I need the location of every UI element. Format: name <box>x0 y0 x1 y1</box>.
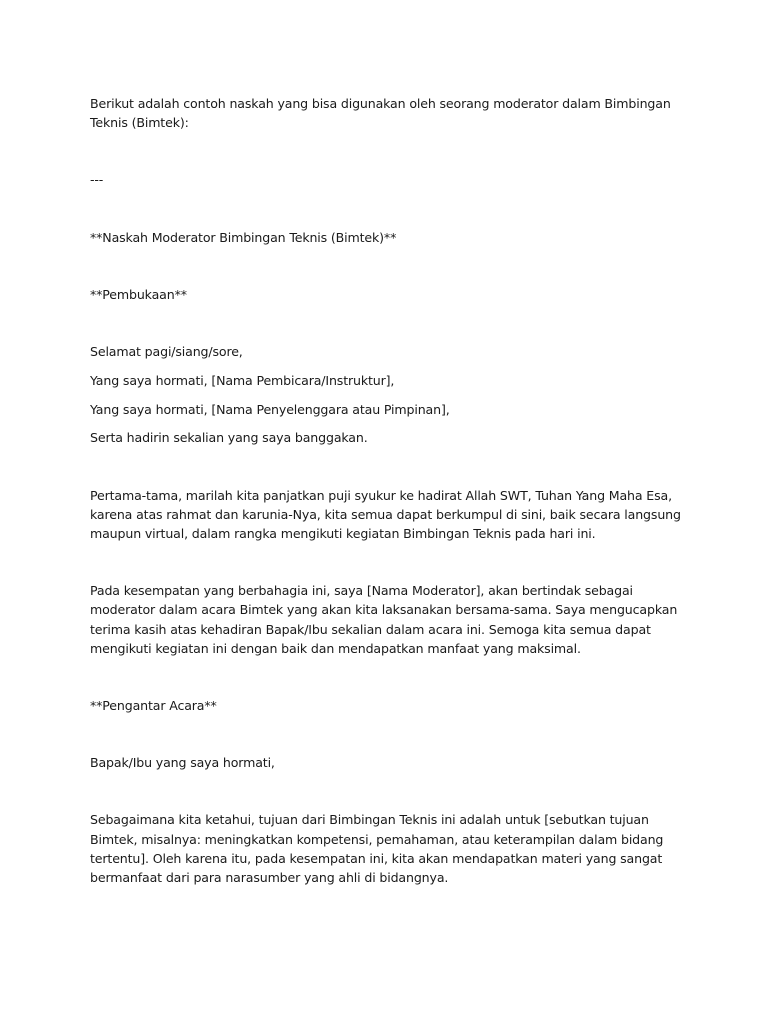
greeting-line-1: Selamat pagi/siang/sore, <box>90 344 243 360</box>
document-page <box>90 94 690 887</box>
section-heading-intro: **Pengantar Acara** <box>90 698 217 714</box>
separator: --- <box>90 172 104 188</box>
paragraph-moderator-intro: Pada kesempatan yang berbahagia ini, saya [Nama Moderator], akan bertindak sebagai moderator dalam acara Bimtek yang akan kita laksanakan bersama-sama. Saya mengucapkan terima kasih atas kehadiran Bapak/Ibu sekalian dalam acara ini. Semoga kita semua dapat mengikuti kegiatan ini dengan baik dan mendapatkan manfaat yang maksimal. <box>90 583 678 656</box>
address-line: Bapak/Ibu yang saya hormati, <box>90 755 275 771</box>
intro-paragraph: Berikut adalah contoh naskah yang bisa digunakan oleh seorang moderator dalam Bimbingan Teknis (Bimtek): <box>90 96 671 131</box>
section-heading-opening: **Pembukaan** <box>90 286 187 302</box>
greeting-line-3: Yang saya hormati, [Nama Penyelenggara atau Pimpinan], <box>90 401 450 417</box>
document-title: **Naskah Moderator Bimbingan Teknis (Bimtek)** <box>90 229 397 245</box>
greeting-line-2: Yang saya hormati, [Nama Pembicara/Instruktur], <box>90 372 395 388</box>
paragraph-gratitude: Pertama-tama, marilah kita panjatkan puji syukur ke hadirat Allah SWT, Tuhan Yang Maha Esa, karena atas rahmat dan karunia-Nya, kita semua dapat berkumpul di sini, baik secara langsung maupun virtual, dalam rangka mengikuti kegiatan Bimbingan Teknis pada hari ini. <box>90 487 681 542</box>
greeting-line-4: Serta hadirin sekalian yang saya banggakan. <box>90 430 368 446</box>
paragraph-purpose: Sebagaimana kita ketahui, tujuan dari Bimbingan Teknis ini adalah untuk [sebutkan tujuan Bimtek, misalnya: meningkatkan kompetensi, pemahaman, atau keterampilan dalam bidang tertentu]. Oleh karena itu, pada kesempatan ini, kita akan mendapatkan materi yang sangat bermanfaat dari para narasumber yang ahli di bidangnya. <box>90 812 664 886</box>
